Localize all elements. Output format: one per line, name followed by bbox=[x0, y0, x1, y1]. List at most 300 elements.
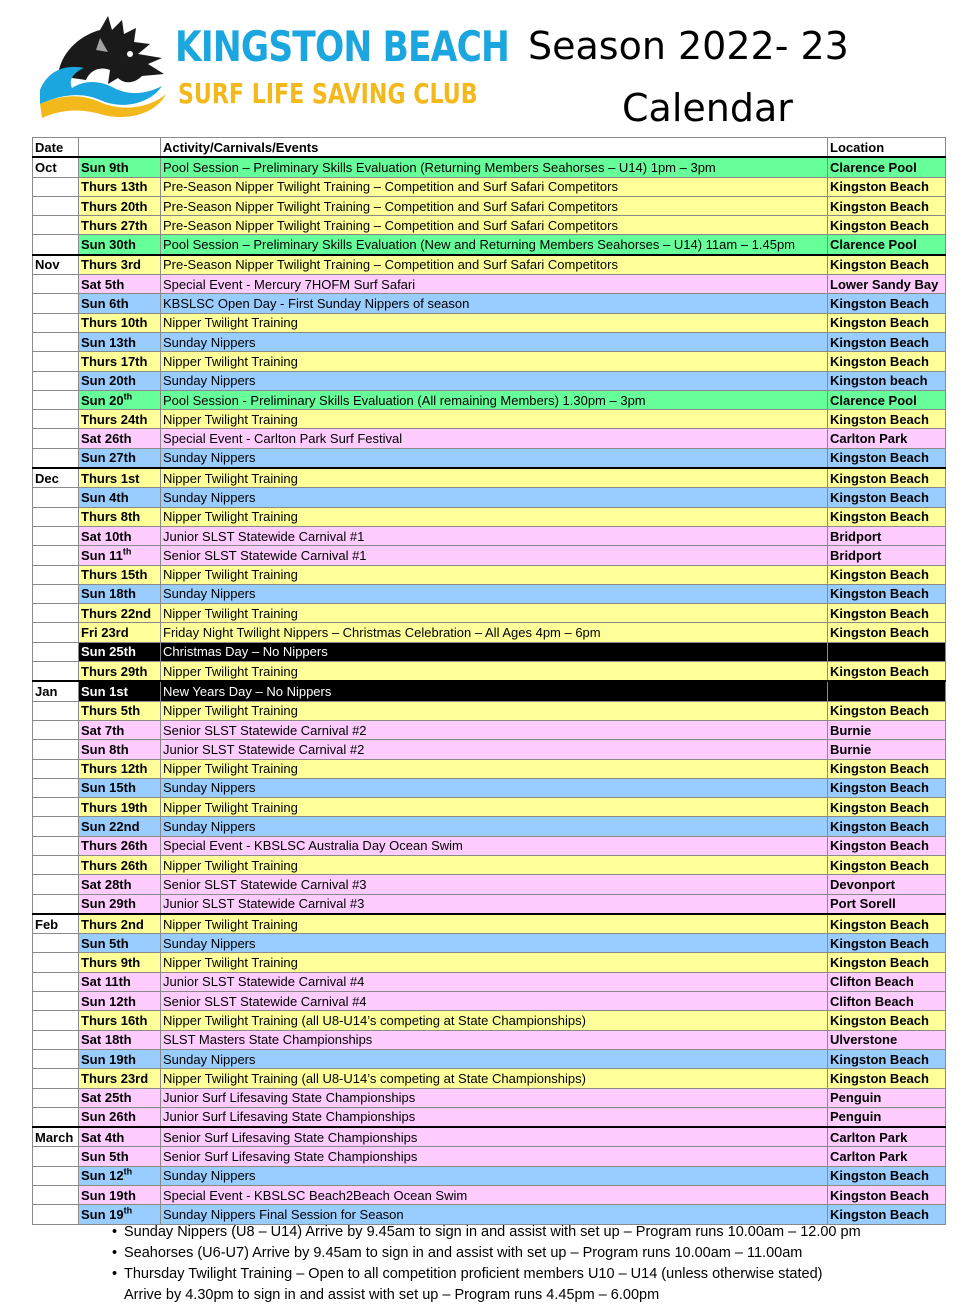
day-text: Sat 10th bbox=[81, 528, 132, 544]
location-column-header: Location bbox=[828, 138, 946, 158]
month-cell bbox=[33, 352, 79, 371]
activity-cell: Pool Session – Preliminary Skills Evaluation (New and Returning Members Seahorses – U14) 11am – 1.45pm bbox=[161, 235, 828, 255]
day-cell bbox=[79, 584, 161, 603]
location-cell: Kingston Beach bbox=[828, 255, 946, 275]
location-cell: Port Sorell bbox=[828, 894, 946, 914]
day-cell bbox=[79, 1049, 161, 1068]
day-cell bbox=[79, 371, 161, 390]
month-cell bbox=[33, 235, 79, 255]
month-cell bbox=[33, 546, 79, 565]
month-cell bbox=[33, 1147, 79, 1166]
day-text: Sun 18th bbox=[81, 586, 136, 602]
activity-cell: Nipper Twilight Training bbox=[161, 759, 828, 778]
month-cell bbox=[33, 855, 79, 874]
location-cell: Kingston Beach bbox=[828, 662, 946, 682]
day-cell bbox=[79, 740, 161, 759]
day-text: Sat 25th bbox=[81, 1090, 132, 1106]
table-row bbox=[33, 1147, 946, 1166]
day-text: Sun 9th bbox=[81, 159, 129, 175]
table-row bbox=[33, 468, 946, 488]
day-text: Sun 5th bbox=[81, 935, 129, 951]
table-row bbox=[33, 294, 946, 313]
note-item bbox=[112, 1243, 861, 1264]
month-cell bbox=[33, 1011, 79, 1030]
header bbox=[0, 0, 976, 136]
activity-cell: Junior SLST Statewide Carnival #4 bbox=[161, 972, 828, 991]
day-cell bbox=[79, 681, 161, 701]
month-cell bbox=[33, 934, 79, 953]
month-cell bbox=[33, 216, 79, 235]
activity-cell: Nipper Twilight Training (all U8-U14’s competing at State Championships) bbox=[161, 1069, 828, 1088]
table-row bbox=[33, 836, 946, 855]
table-row bbox=[33, 953, 946, 972]
location-cell bbox=[828, 681, 946, 701]
activity-cell: Sunday Nippers bbox=[161, 332, 828, 351]
day-cell bbox=[79, 196, 161, 215]
activity-column-header: Activity/Carnivals/Events bbox=[161, 138, 828, 158]
day-text: Sat 18th bbox=[81, 1032, 132, 1048]
day-text: Sat 7th bbox=[81, 722, 125, 738]
table-row bbox=[33, 992, 946, 1011]
location-cell: Clarence Pool bbox=[828, 235, 946, 255]
day-text: Thurs 5th bbox=[81, 703, 141, 719]
bullet-icon: • bbox=[112, 1266, 118, 1282]
day-column-header bbox=[79, 138, 161, 158]
day-text: Thurs 20th bbox=[81, 198, 148, 214]
month-cell bbox=[33, 275, 79, 294]
month-cell bbox=[33, 798, 79, 817]
month-cell bbox=[33, 1088, 79, 1107]
day-cell bbox=[79, 468, 161, 488]
day-text: Sat 5th bbox=[81, 276, 125, 292]
day-text: Sun 11 bbox=[81, 547, 123, 563]
month-cell bbox=[33, 177, 79, 196]
month-cell: March bbox=[33, 1127, 79, 1147]
location-cell: Kingston Beach bbox=[828, 332, 946, 351]
day-text: Sun 1st bbox=[81, 683, 128, 699]
day-cell bbox=[79, 701, 161, 720]
day-cell bbox=[79, 565, 161, 584]
activity-cell: Pre-Season Nipper Twilight Training – Competition and Surf Safari Competitors bbox=[161, 177, 828, 196]
location-cell: Carlton Park bbox=[828, 1147, 946, 1166]
activity-cell: Senior Surf Lifesaving State Championships bbox=[161, 1127, 828, 1147]
date-column-header: Date bbox=[33, 138, 79, 158]
location-cell: Kingston Beach bbox=[828, 836, 946, 855]
table-row bbox=[33, 448, 946, 468]
table-row bbox=[33, 584, 946, 603]
day-text: Thurs 13th bbox=[81, 179, 148, 195]
day-cell bbox=[79, 275, 161, 294]
day-cell bbox=[79, 410, 161, 429]
day-text: Thurs 22nd bbox=[81, 605, 152, 621]
day-text: Thurs 8th bbox=[81, 509, 141, 525]
location-cell: Kingston Beach bbox=[828, 778, 946, 797]
month-cell bbox=[33, 1107, 79, 1127]
day-text: Thurs 26th bbox=[81, 857, 148, 873]
table-row bbox=[33, 157, 946, 177]
day-cell bbox=[79, 1147, 161, 1166]
day-text: Sat 28th bbox=[81, 876, 132, 892]
location-cell: Kingston Beach bbox=[828, 855, 946, 874]
activity-cell: Pool Session - Preliminary Skills Evaluation (All remaining Members) 1.30pm – 3pm bbox=[161, 390, 828, 409]
day-cell bbox=[79, 1069, 161, 1088]
day-text: Thurs 26th bbox=[81, 838, 148, 854]
day-text: Thurs 24th bbox=[81, 411, 148, 427]
day-text: Sun 19th bbox=[81, 1187, 136, 1203]
activity-cell: Junior Surf Lifesaving State Championships bbox=[161, 1107, 828, 1127]
activity-cell: Special Event - KBSLSC Beach2Beach Ocean Swim bbox=[161, 1186, 828, 1205]
day-text: Thurs 16th bbox=[81, 1013, 148, 1028]
day-suffix: th bbox=[122, 546, 132, 557]
activity-cell: Special Event - KBSLSC Australia Day Ocean Swim bbox=[161, 836, 828, 855]
location-cell: Carlton Park bbox=[828, 1127, 946, 1147]
location-cell: Kingston Beach bbox=[828, 1166, 946, 1185]
location-cell: Kingston Beach bbox=[828, 604, 946, 623]
table-row bbox=[33, 798, 946, 817]
location-cell: Kingston Beach bbox=[828, 953, 946, 972]
location-cell: Bridport bbox=[828, 526, 946, 545]
location-cell: Kingston Beach bbox=[828, 352, 946, 371]
day-text: Thurs 9th bbox=[81, 955, 141, 971]
month-cell bbox=[33, 526, 79, 545]
month-cell bbox=[33, 604, 79, 623]
table-row bbox=[33, 1127, 946, 1147]
activity-cell: Sunday Nippers bbox=[161, 778, 828, 797]
day-cell bbox=[79, 855, 161, 874]
day-text: Thurs 1st bbox=[81, 470, 140, 486]
table-row bbox=[33, 565, 946, 584]
month-cell bbox=[33, 836, 79, 855]
month-cell bbox=[33, 1186, 79, 1205]
activity-cell: Pre-Season Nipper Twilight Training – Competition and Surf Safari Competitors bbox=[161, 216, 828, 235]
activity-cell: Nipper Twilight Training bbox=[161, 701, 828, 720]
location-cell: Kingston Beach bbox=[828, 448, 946, 468]
table-row bbox=[33, 778, 946, 797]
location-cell: Kingston Beach bbox=[828, 1049, 946, 1068]
location-cell: Kingston Beach bbox=[828, 817, 946, 836]
month-cell bbox=[33, 1069, 79, 1088]
table-row bbox=[33, 313, 946, 332]
day-cell bbox=[79, 953, 161, 972]
month-cell: Dec bbox=[33, 468, 79, 488]
table-row bbox=[33, 255, 946, 275]
bullet-icon: • bbox=[112, 1245, 118, 1261]
day-cell bbox=[79, 1186, 161, 1205]
day-text: Sun 26th bbox=[81, 1109, 136, 1125]
month-cell: Nov bbox=[33, 255, 79, 275]
day-text: Sun 12th bbox=[81, 993, 136, 1009]
location-cell: Kingston Beach bbox=[828, 914, 946, 934]
activity-cell: Nipper Twilight Training bbox=[161, 565, 828, 584]
activity-cell: Nipper Twilight Training bbox=[161, 604, 828, 623]
month-cell bbox=[33, 972, 79, 991]
month-cell bbox=[33, 623, 79, 642]
day-cell bbox=[79, 488, 161, 507]
month-cell bbox=[33, 759, 79, 778]
table-row bbox=[33, 546, 946, 565]
day-text: Sun 27th bbox=[81, 450, 136, 466]
day-cell bbox=[79, 429, 161, 448]
activity-cell: Nipper Twilight Training bbox=[161, 855, 828, 874]
activity-cell: Sunday Nippers bbox=[161, 448, 828, 468]
month-cell bbox=[33, 390, 79, 409]
location-cell: Kingston Beach bbox=[828, 1186, 946, 1205]
day-cell bbox=[79, 720, 161, 739]
note-item bbox=[112, 1264, 861, 1285]
month-cell bbox=[33, 720, 79, 739]
day-text: Thurs 15th bbox=[81, 567, 148, 583]
location-cell: Penguin bbox=[828, 1107, 946, 1127]
table-row bbox=[33, 526, 946, 545]
month-cell bbox=[33, 875, 79, 894]
day-cell bbox=[79, 352, 161, 371]
activity-cell: Junior SLST Statewide Carnival #2 bbox=[161, 740, 828, 759]
activity-cell: New Years Day – No Nippers bbox=[161, 681, 828, 701]
table-row bbox=[33, 662, 946, 682]
location-cell bbox=[828, 642, 946, 661]
table-row bbox=[33, 875, 946, 894]
day-text: Sun 30th bbox=[81, 237, 136, 253]
table-row bbox=[33, 1049, 946, 1068]
month-cell bbox=[33, 565, 79, 584]
note-text: Sunday Nippers (U8 – U14) Arrive by 9.45am to sign in and assist with set up – Program runs 10.00am – 12.00 pm bbox=[124, 1224, 861, 1240]
day-text: Thurs 10th bbox=[81, 315, 148, 331]
table-row bbox=[33, 196, 946, 215]
day-cell bbox=[79, 546, 161, 565]
day-text: Sun 22nd bbox=[81, 819, 140, 835]
table-row bbox=[33, 507, 946, 526]
day-cell bbox=[79, 642, 161, 661]
day-suffix: th bbox=[123, 1205, 133, 1216]
day-text: Sun 25th bbox=[81, 644, 136, 660]
month-cell bbox=[33, 196, 79, 215]
day-cell bbox=[79, 836, 161, 855]
day-text: Thurs 23rd bbox=[81, 1070, 149, 1086]
table-row bbox=[33, 1107, 946, 1127]
day-cell bbox=[79, 623, 161, 642]
club-subtitle: SURF LIFE SAVING CLUB bbox=[178, 77, 478, 110]
activity-cell: KBSLSC Open Day - First Sunday Nippers of season bbox=[161, 294, 828, 313]
table-row bbox=[33, 623, 946, 642]
table-row bbox=[33, 740, 946, 759]
table-row bbox=[33, 604, 946, 623]
activity-cell: Nipper Twilight Training bbox=[161, 798, 828, 817]
activity-cell: Junior SLST Statewide Carnival #3 bbox=[161, 894, 828, 914]
day-cell bbox=[79, 390, 161, 409]
day-cell bbox=[79, 157, 161, 177]
activity-cell: Special Event - Carlton Park Surf Festival bbox=[161, 429, 828, 448]
location-cell: Clifton Beach bbox=[828, 992, 946, 1011]
location-cell: Kingston Beach bbox=[828, 584, 946, 603]
month-cell bbox=[33, 1205, 79, 1224]
activity-cell: SLST Masters State Championships bbox=[161, 1030, 828, 1049]
table-row bbox=[33, 410, 946, 429]
activity-cell: Sunday Nippers bbox=[161, 1166, 828, 1185]
day-suffix: th bbox=[123, 391, 133, 402]
table-row bbox=[33, 332, 946, 351]
day-cell bbox=[79, 332, 161, 351]
note-text: Arrive by 4.30pm to sign in and assist with set up – Program runs 4.45pm – 6.00pm bbox=[124, 1287, 660, 1303]
day-text: Thurs 19th bbox=[81, 799, 148, 815]
table-row bbox=[33, 177, 946, 196]
table-row bbox=[33, 429, 946, 448]
table-row bbox=[33, 914, 946, 934]
day-text: Thurs 12th bbox=[81, 761, 148, 777]
day-cell bbox=[79, 992, 161, 1011]
bullet-icon: • bbox=[112, 1224, 118, 1240]
day-cell bbox=[79, 1127, 161, 1147]
table-row bbox=[33, 1186, 946, 1205]
day-text: Fri 23rd bbox=[81, 625, 129, 641]
table-row bbox=[33, 701, 946, 720]
table-row bbox=[33, 855, 946, 874]
table-row bbox=[33, 371, 946, 390]
activity-cell: Senior SLST Statewide Carnival #3 bbox=[161, 875, 828, 894]
activity-cell: Nipper Twilight Training (all U8-U14’s competing at State Championships) bbox=[161, 1011, 828, 1030]
location-cell: Clifton Beach bbox=[828, 972, 946, 991]
day-text: Sun 6th bbox=[81, 296, 129, 312]
month-cell bbox=[33, 507, 79, 526]
notes bbox=[112, 1222, 861, 1306]
day-cell bbox=[79, 662, 161, 682]
day-text: Sun 8th bbox=[81, 741, 129, 757]
table-row bbox=[33, 488, 946, 507]
activity-cell: Nipper Twilight Training bbox=[161, 468, 828, 488]
day-cell bbox=[79, 294, 161, 313]
day-cell bbox=[79, 934, 161, 953]
day-text: Sun 15th bbox=[81, 780, 136, 796]
location-cell: Penguin bbox=[828, 1088, 946, 1107]
day-text: Thurs 17th bbox=[81, 353, 148, 369]
day-text: Thurs 3rd bbox=[81, 257, 141, 273]
location-cell: Ulverstone bbox=[828, 1030, 946, 1049]
month-cell bbox=[33, 371, 79, 390]
table-row bbox=[33, 275, 946, 294]
table-row bbox=[33, 216, 946, 235]
table-row bbox=[33, 352, 946, 371]
day-cell bbox=[79, 177, 161, 196]
day-cell bbox=[79, 798, 161, 817]
activity-cell: Pre-Season Nipper Twilight Training – Competition and Surf Safari Competitors bbox=[161, 196, 828, 215]
day-cell bbox=[79, 914, 161, 934]
location-cell: Lower Sandy Bay bbox=[828, 275, 946, 294]
month-cell: Feb bbox=[33, 914, 79, 934]
activity-cell: Nipper Twilight Training bbox=[161, 410, 828, 429]
table-row bbox=[33, 681, 946, 701]
location-cell: Kingston Beach bbox=[828, 410, 946, 429]
calendar-table bbox=[32, 137, 946, 1225]
month-cell bbox=[33, 642, 79, 661]
activity-cell: Junior SLST Statewide Carnival #1 bbox=[161, 526, 828, 545]
day-cell bbox=[79, 759, 161, 778]
month-cell bbox=[33, 429, 79, 448]
table-row bbox=[33, 1088, 946, 1107]
location-cell: Kingston Beach bbox=[828, 1011, 946, 1030]
day-text: Sun 12 bbox=[81, 1168, 124, 1184]
activity-cell: Senior SLST Statewide Carnival #2 bbox=[161, 720, 828, 739]
location-cell: Clarence Pool bbox=[828, 390, 946, 409]
activity-cell: Sunday Nippers bbox=[161, 371, 828, 390]
location-cell: Kingston Beach bbox=[828, 623, 946, 642]
month-cell bbox=[33, 662, 79, 682]
day-text: Sat 26th bbox=[81, 431, 132, 447]
table-row bbox=[33, 759, 946, 778]
location-cell: Kingston Beach bbox=[828, 1069, 946, 1088]
day-cell bbox=[79, 875, 161, 894]
day-cell bbox=[79, 313, 161, 332]
month-cell bbox=[33, 410, 79, 429]
day-text: Sat 4th bbox=[81, 1129, 125, 1145]
table-row bbox=[33, 894, 946, 914]
activity-cell: Sunday Nippers bbox=[161, 934, 828, 953]
table-row bbox=[33, 390, 946, 409]
location-cell: Kingston Beach bbox=[828, 934, 946, 953]
day-cell bbox=[79, 526, 161, 545]
activity-cell: Senior SLST Statewide Carnival #1 bbox=[161, 546, 828, 565]
location-cell: Kingston Beach bbox=[828, 216, 946, 235]
day-cell bbox=[79, 972, 161, 991]
activity-cell: Nipper Twilight Training bbox=[161, 914, 828, 934]
activity-cell: Senior SLST Statewide Carnival #4 bbox=[161, 992, 828, 1011]
month-cell bbox=[33, 701, 79, 720]
location-cell: Kingston Beach bbox=[828, 294, 946, 313]
day-text: Sun 19th bbox=[81, 1051, 136, 1067]
day-text: Sun 4th bbox=[81, 489, 129, 505]
table-row bbox=[33, 817, 946, 836]
day-text: Sun 20th bbox=[81, 373, 136, 389]
month-cell bbox=[33, 332, 79, 351]
day-text: Sun 13th bbox=[81, 334, 136, 350]
day-text: Sat 11th bbox=[81, 974, 131, 990]
day-text: Sun 20 bbox=[81, 392, 124, 408]
month-cell bbox=[33, 817, 79, 836]
activity-cell: Nipper Twilight Training bbox=[161, 352, 828, 371]
activity-cell: Nipper Twilight Training bbox=[161, 662, 828, 682]
day-cell bbox=[79, 255, 161, 275]
day-text: Thurs 2nd bbox=[81, 916, 144, 932]
day-cell bbox=[79, 817, 161, 836]
activity-cell: Pool Session – Preliminary Skills Evaluation (Returning Members Seahorses – U14) 1pm – 3pm bbox=[161, 157, 828, 177]
activity-cell: Christmas Day – No Nippers bbox=[161, 642, 828, 661]
day-cell bbox=[79, 1088, 161, 1107]
table-row bbox=[33, 235, 946, 255]
day-cell bbox=[79, 1011, 161, 1030]
day-text: Sun 5th bbox=[81, 1149, 129, 1165]
day-text: Sun 29th bbox=[81, 896, 136, 912]
table-row bbox=[33, 720, 946, 739]
note-text: Seahorses (U6-U7) Arrive by 9.45am to sign in and assist with set up – Program runs 10.00am – 11.00am bbox=[124, 1245, 803, 1261]
day-cell bbox=[79, 894, 161, 914]
day-suffix: th bbox=[123, 1167, 133, 1178]
activity-cell: Pre-Season Nipper Twilight Training – Competition and Surf Safari Competitors bbox=[161, 255, 828, 275]
month-cell bbox=[33, 294, 79, 313]
page-title: Season 2022- 23 bbox=[528, 24, 849, 68]
table-row bbox=[33, 1030, 946, 1049]
note-item bbox=[112, 1222, 861, 1243]
month-cell bbox=[33, 894, 79, 914]
day-cell bbox=[79, 604, 161, 623]
month-cell bbox=[33, 778, 79, 797]
activity-cell: Sunday Nippers bbox=[161, 488, 828, 507]
activity-cell: Senior Surf Lifesaving State Championships bbox=[161, 1147, 828, 1166]
month-cell: Jan bbox=[33, 681, 79, 701]
location-cell: Kingston Beach bbox=[828, 313, 946, 332]
club-name: KINGSTON BEACH bbox=[175, 22, 510, 71]
month-cell bbox=[33, 448, 79, 468]
table-row bbox=[33, 642, 946, 661]
day-cell bbox=[79, 778, 161, 797]
location-cell: Kingston Beach bbox=[828, 1205, 946, 1224]
